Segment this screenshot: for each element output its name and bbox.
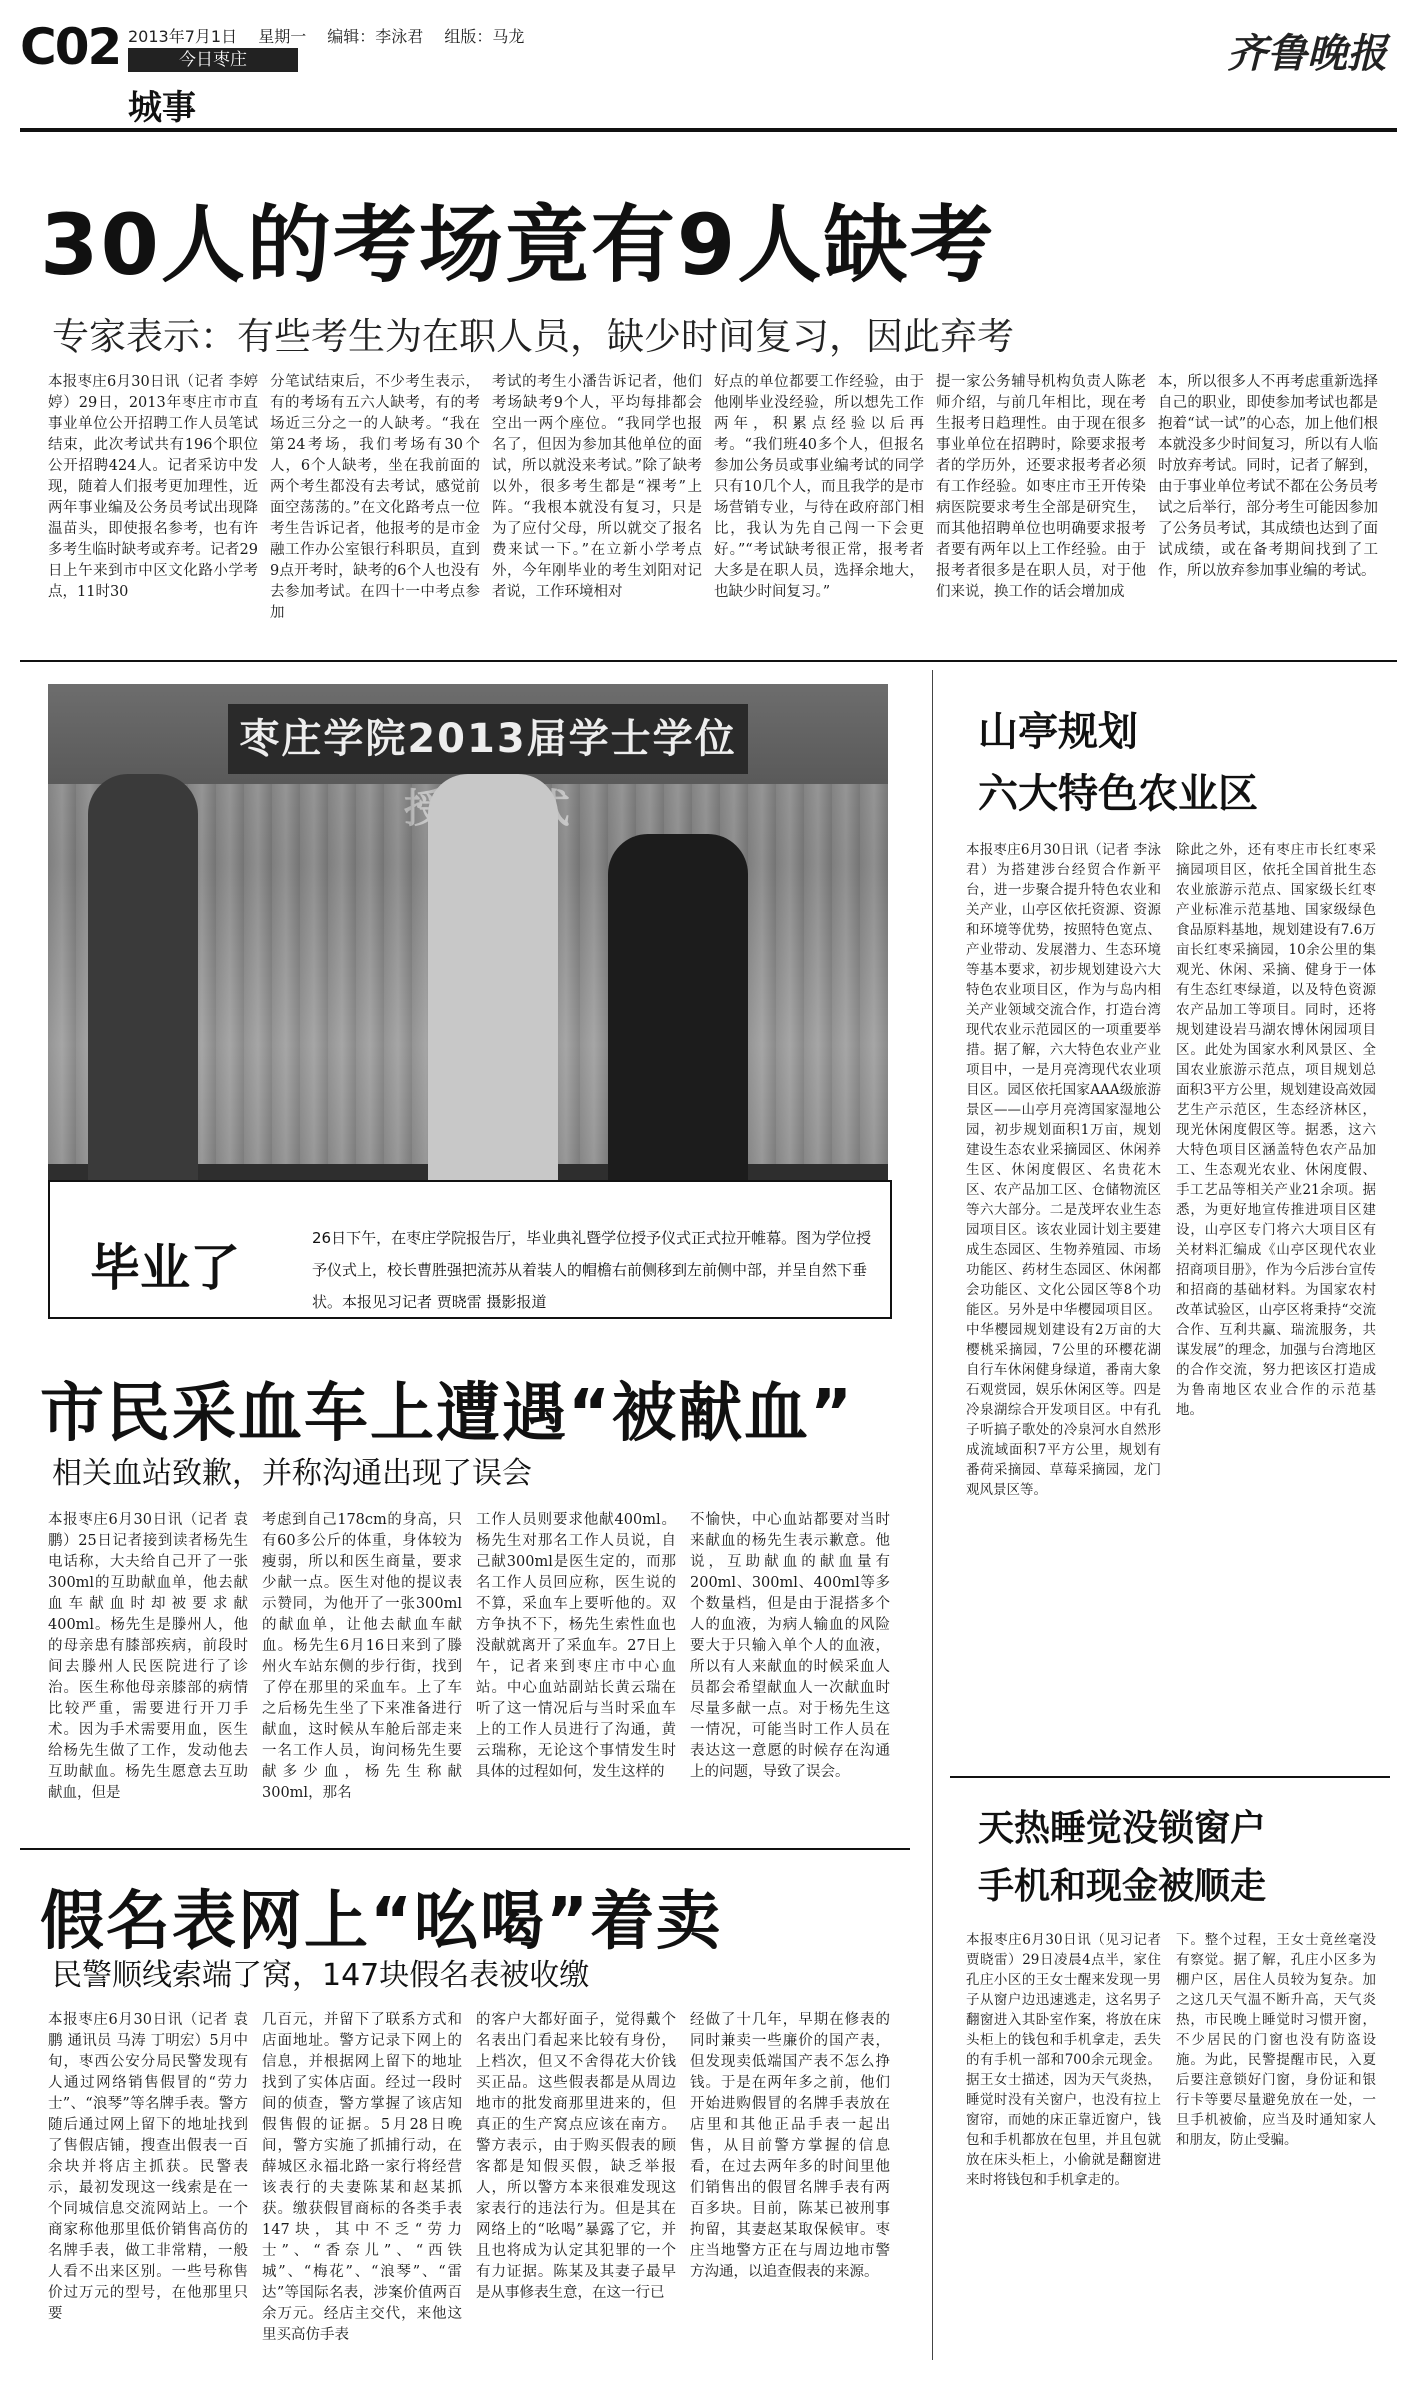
article1-col-3: 考试的考生小潘告诉记者，他们考场缺考9个人，平均每排都会空出一两个座位。“我同学也报名了，但因为参加其他单位的面试，所以就没来考试。”除了缺考以外，很多考生都是“裸考”上阵。“我根本就没有复习，只是为了应付父母，所以就交了报名费来试一下。”在立新小学考点外，今年刚毕业的考生刘阳对记者说，工作环境相对 <box>492 374 702 600</box>
article3-col-4: 经做了十几年，早期在修表的同时兼卖一些廉价的国产表，但发现卖低端国产表不怎么挣钱。于是在两年多之前，他们开始进购假冒的名牌手表放在店里和其他正品手表一起出售，从目前警方掌握的信息看，在过去两年多的时间里他们销售出的假冒名牌手表有两百多块。目前，陈某已被刑事拘留，其妻赵某取保候审。枣庄当地警方正在与周边地市警方沟通，以追查假表的来源。 <box>690 2012 890 2280</box>
sidebar-divider <box>932 670 933 2360</box>
masthead-logo: 齐鲁晚报 <box>1227 30 1387 77</box>
article1-subhead: 专家表示：有些考生为在职人员，缺少时间复习，因此弃考 <box>52 315 1014 358</box>
photo-figure-graduate <box>608 834 748 1234</box>
editor: 编辑：李泳君 <box>327 27 424 46</box>
article3-col-3: 的客户大都好面子，觉得戴个名表出门看起来比较有身份，上档次，但又不舍得花大价钱买正品。这些假表都是从周边地市的批发商那里进来的，但真正的生产窝点应该在南方。警方表示，由于购买假表的顾客都是知假买假，缺乏举报人，所以警方本来很难发现这家表行的违法行为。但是其在网络上的“吆喝”暴露了它，并且也将成为认定其犯罪的一个有力证据。陈某及其妻子最早是从事修表生意，在这一行已 <box>476 2012 676 2301</box>
photo-caption: 26日下午，在枣庄学院报告厅，毕业典礼暨学位授予仪式正式拉开帷幕。图为学位授予仪式上，校长曹胜强把流苏从着装人的帽檐右前侧移到左前侧中部，并呈自然下垂状。本报见习记者 贾晓雷 摄影报道 <box>312 1229 872 1311</box>
weekday: 星期一 <box>258 27 307 46</box>
side1-col-2: 除此之外，还有枣庄市长红枣采摘园项目区，依托全国首批生态农业旅游示范点、国家级长红枣产业标准示范基地、国家级绿色食品原料基地，规划建设有7.6万亩长红枣采摘园，10余公里的集观光、休闲、采摘、健身于一体有生态红枣绿道，以及特色资源农产品加工等项目。同时，还将规划建设岩马湖农博休闲园项目区。此处为国家水利风景区、全国农业旅游示范点，项目规划总面积3平方公里，规划建设高效园艺生产示范区，生态经济林区，现光休闲度假区等。据悉，这六大特色项目区涵盖特色农产品加工、生态观光农业、休闲度假、手工艺品等相关产业21余项。据悉，为更好地宣传推进项目区建设，山亭区专门将六大项目区有关材料汇编成《山亭区现代农业招商项目册》，作为今后涉台宣传和招商的基础材料。为国家农村改革试验区，山亭区将秉持“交流合作、互利共赢、瑞流服务，共谋发展”的理念，加强与台湾地区的合作交流，努力把该区打造成为鲁南地区农业合作的示范基地。 <box>1176 842 1376 1418</box>
article3-col-1: 本报枣庄6月30日讯（记者 袁鹏 通讯员 马涛 丁明宏）5月中旬，枣西公安分局民警发现有人通过网络销售假冒的“劳力士”、“浪琴”等名牌手表。警方随后通过网上留下的地址找到了售假店铺，搜查出假表一百余块并将店主抓获。民警表示，最初发现这一线索是在一个同城信息交流网站上。一个商家称他那里低价销售高仿的名牌手表，做工非常精，一般人看不出来区别。一些号称售价过万元的型号，在他那里只要 <box>48 2012 248 2322</box>
page-code: C02 <box>20 18 121 76</box>
article1-bottom-rule <box>20 660 1397 662</box>
section-name: 城事 <box>128 88 196 128</box>
article2-col-1: 本报枣庄6月30日讯（记者 袁鹏）25日记者接到读者杨先生电话称，大夫给自己开了一张300ml的互助献血单，他去献血车献血时却被要求献400ml。杨先生是滕州人，他的母亲患有膝部疾病，前段时间去滕州人民医院进行了诊治。医生称他母亲膝部的病情比较严重，需要进行开刀手术。因为手术需要用血，医生给杨先生做了工作，发动他去互助献血。杨先生愿意去互助献血，但是 <box>48 1512 248 1801</box>
region-tag: 今日枣庄 <box>128 48 298 72</box>
side1-headline-line1: 山亭规划 <box>978 709 1138 755</box>
article2-subhead: 相关血站致歉，并称沟通出现了误会 <box>52 1456 532 1491</box>
article2-col-4: 不愉快，中心血站都要对当时来献血的杨先生表示歉意。他说，互助献血的献血量有200ml、300ml、400ml等多个数量档，但是由于混搭多个人的血液，为病人输血的风险要大于只输入单个人的血液，所以有人来献血的时候采血人员都会希望献血人一次献血时尽量多献一点。对于杨先生这一情况，可能当时工作人员在表达这一意愿的时候存在沟通上的问题，导致了误会。 <box>690 1512 890 1780</box>
article1-col-2: 分笔试结束后，不少考生表示，有的考场有五六人缺考，有的考场近三分之一的人缺考。“我在第24考场，我们考场有30个人，6个人缺考，坐在我前面的两个考生都没有去考试，感觉前面空荡荡的。”在文化路考点一位考生告诉记者，他报考的是市金融工作办公室银行科职员，直到9点开考时，缺考的6个人也没有去参加考试。在四十一中考点参加 <box>270 374 480 621</box>
article2-headline: 市民采血车上遭遇“被献血” <box>40 1377 855 1451</box>
side1-headline-line2: 六大特色农业区 <box>978 771 1258 817</box>
article1-col-6: 本，所以很多人不再考虑重新选择自己的职业，即使参加考试也都是抱着“试一试”的心态，加上他们根本就没多少时间复习，所以有人临时放弃考试。同时，记者了解到，由于事业单位考试不都在公务员考试之后举行，部分考生可能因参加了公务员考试，其成绩也达到了面试成绩，或在备考期间找到了工作，所以放弃参加事业编的考试。 <box>1158 374 1378 579</box>
side2-headline-line1: 天热睡觉没锁窗户 <box>978 1808 1267 1849</box>
article1-col-5: 提一家公务辅导机构负责人陈老师介绍，与前几年相比，现在考生报考日趋理性。由于现在很多事业单位在招聘时，除要求报考者的学历外，还要求报考者必须有工作经验。如枣庄市王开传染病医院要求考生全部是研究生，而其他招聘单位也明确要求报考者要有两年以上工作经验。由于报考者很多是在职人员，对于他们来说，换工作的话会增加成 <box>936 374 1146 600</box>
article2-col-3: 工作人员则要求他献400ml。杨先生对那名工作人员说，自己献300ml是医生定的，而那名工作人员回应称，医生说的不算，采血车上要听他的。双方争执不下，杨先生索性血也没献就离开了采血车。27日上午，记者来到枣庄市中心血站。中心血站副站长黄云瑞在听了这一情况后与当时采血车上的工作人员进行了沟通，黄云瑞称，无论这个事情发生时具体的过程如何，发生这样的 <box>476 1512 676 1780</box>
article2-bottom-rule <box>20 1848 910 1850</box>
photo-banner: 枣庄学院2013届学士学位 <box>228 704 748 774</box>
top-rule <box>20 128 1397 132</box>
article3-subhead: 民警顺线索端了窝，147块假名表被收缴 <box>52 1958 590 1993</box>
article1-headline: 30人的考场竟有9人缺考 <box>40 196 996 294</box>
side1-col-1: 本报枣庄6月30日讯（记者 李泳君）为搭建涉台经贸合作新平台，进一步聚合提升特色农业和关产业，山亭区依托资源、资源和环境等优势，按照特色宽点、产业带动、发展潜力、生态环境等基本要求，初步规划建设六大特色农业项目区，作为与岛内相关产业领域交流合作，打造台湾现代农业示范园区的一项重要举措。据了解，六大特色农业产业项目中，一是月亮湾现代农业项目区。园区依托国家AAA级旅游景区——山亭月亮湾国家湿地公园，初步规划面积1万亩，规划建设生态农业采摘园区、休闲养生区、休闲度假区、名贵花木区、农产品加工区、仓储物流区等六大部分。二是茂坪农业生态园项目区。该农业园计划主要建成生态园区、生物养殖园、市场功能区、药材生态园区、休闲都会功能区、文化公园区等8个功能区。另外是中华樱园项目区。中华樱园规划建设有2万亩的大樱桃采摘园，7公里的环樱花湖自行车休闲健身绿道，番南大象石观赏园，娱乐休闲区等。四是冷泉湖综合开发项目区。中有孔子听搞子歌处的冷泉河水自然形成流域面积7平方公里，规划有番荷采摘园、草莓采摘园，龙门观风景区等。 <box>966 842 1161 1498</box>
article3-headline: 假名表网上“吆喝”着卖 <box>40 1885 723 1959</box>
side1-bottom-rule <box>950 1776 1390 1778</box>
side2-col-2: 下。整个过程，王女士竟丝毫没有察觉。据了解，孔庄小区多为棚户区，居住人员较为复杂。加之这几天气温不断升高，天气炎热，市民晚上睡觉时习惯开窗，不少居民的门窗也没有防盗设施。为此，民警提醒市民，入夏后要注意锁好门窗，身份证和银行卡等要尽量避免放在一处，一旦手机被偷，应当及时通知家人和朋友，防止受骗。 <box>1176 1932 1376 2148</box>
dateline <box>128 24 540 47</box>
designer: 组版：马龙 <box>444 27 525 46</box>
article1-col-4: 好点的单位都要工作经验，由于他刚毕业没经验，所以想先工作两年，积累点经验以后再考。“我们班40多个人，但报名参加公务员或事业编考试的同学只有10几个人，而且我学的是市场营销专业，与待在政府部门相比，我认为先自己闯一下会更好。”“考试缺考很正常，报考者大多是在职人员，选择余地大，也缺少时间复习。” <box>714 374 924 600</box>
photo-figure-principal <box>428 774 558 1204</box>
article2-col-2: 考虑到自己178cm的身高，只有60多公斤的体重，身体较为瘦弱，所以和医生商量，要求少献一点。医生对他的提议表示赞同，为他开了一张300ml的献血单，让他去献血车献血。杨先生6月16日来到了滕州火车站东侧的步行街，找到了停在那里的采血车。上了车之后杨先生坐了下来准备进行献血，这时候从车舱后部走来一名工作人员，询问杨先生要献多少血，杨先生称献300ml，那名 <box>262 1512 462 1801</box>
article3-col-2: 几百元，并留下了联系方式和店面地址。警方记录下网上的信息，并根据网上留下的地址找到了实体店面。经过一段时间的侦查，警方掌握了该店知假售假的证据。5月28日晚间，警方实施了抓捕行动，在薛城区永福北路一家行将经营该表行的夫妻陈某和赵某抓获。缴获假冒商标的各类手表147块，其中不乏“劳力士”、“香奈儿”、“西铁城”、“梅花”、“浪琴”、“雷达”等国际名表，涉案价值两百余万元。经店主交代，来他这里买高仿手表 <box>262 2012 462 2343</box>
photo-label: 毕业了 <box>90 1239 240 1297</box>
date: 2013年7月1日 <box>128 27 238 46</box>
side2-headline-line2: 手机和现金被顺走 <box>978 1866 1267 1907</box>
article1-col-1: 本报枣庄6月30日讯（记者 李婷婷）29日，2013年枣庄市市直事业单位公开招聘工作人员笔试结束，此次考试共有196个职位公开招聘424人。记者采访中发现，随着人们报考更加理性，近两年事业编及公务员考试出现降温苗头，即使报名参考，也有许多考生临时缺考或弃考。记者29日上午来到市中区文化路小学考点，11时30 <box>48 374 258 600</box>
photo-figure-hostess <box>88 774 198 1194</box>
side2-col-1: 本报枣庄6月30日讯（见习记者 贾晓雷）29日凌晨4点半，家住孔庄小区的王女士醒来发现一男子从窗户边迅速逃走，这名男子翻窗进入其卧室作案，将放在床头柜上的钱包和手机拿走，丢失的有手机一部和700余元现金。据王女士描述，因为天气炎热，睡觉时没有关窗户，也没有拉上窗帘，而她的床正靠近窗户，钱包和手机都放在包里，并且包就放在床头柜上，小偷就是翻窗进来时将钱包和手机拿走的。 <box>966 1932 1161 2188</box>
